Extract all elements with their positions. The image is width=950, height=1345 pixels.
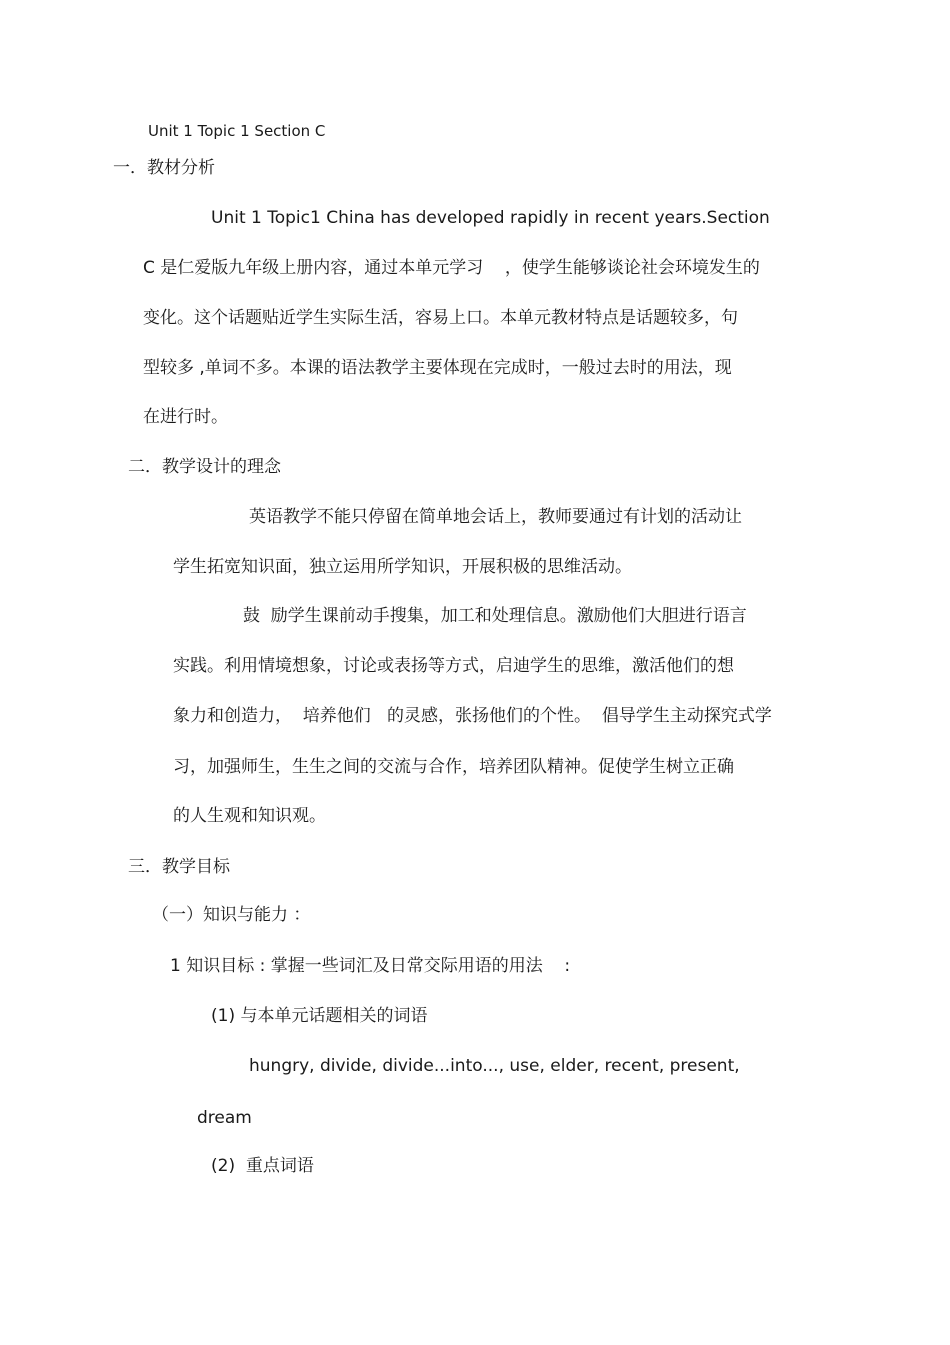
s1-line-3: 变化。这个话题贴近学生实际生活，容易上口。本单元教材特点是话题较多，句: [143, 308, 738, 328]
vocab-line-2: dream: [197, 1108, 252, 1128]
knowledge-goal-item: 1 知识目标 : 掌握一些词汇及日常交际用语的用法 :: [170, 956, 571, 976]
s2-line-1: 英语教学不能只停留在简单地会话上，教师要通过有计划的活动让: [249, 507, 742, 527]
section-heading-1: 一．教材分析: [113, 158, 215, 178]
s1-line-1: Unit 1 Topic1 China has developed rapidly in recent years.Section: [211, 208, 770, 228]
section-heading-2: 二．教学设计的理念: [128, 457, 281, 477]
document-header: Unit 1 Topic 1 Section C: [148, 122, 326, 140]
point-1: (1) 与本单元话题相关的词语: [211, 1006, 428, 1026]
s2-line-7: 的人生观和知识观。: [173, 806, 326, 826]
section-heading-3: 三．教学目标: [128, 857, 230, 877]
s1-line-4: 型较多 ,单词不多。本课的语法教学主要体现在完成时，一般过去时的用法，现: [143, 358, 732, 378]
s2-line-5: 象力和创造力， 培养他们 的灵感，张扬他们的个性。 倡导学生主动探究式学: [173, 706, 772, 726]
s2-line-6: 习，加强师生，生生之间的交流与合作，培养团队精神。促使学生树立正确: [173, 757, 734, 777]
subheading-knowledge-ability: （一）知识与能力 ：: [152, 905, 311, 925]
s2-line-4: 实践。利用情境想象，讨论或表扬等方式，启迪学生的思维，激活他们的想: [173, 656, 734, 676]
s2-line-3: 鼓 励学生课前动手搜集，加工和处理信息。激励他们大胆进行语言: [243, 606, 747, 626]
s1-line-2: C 是仁爱版九年级上册内容，通过本单元学习 ，使学生能够谈论社会环境发生的: [143, 258, 760, 278]
s1-line-5: 在进行时。: [143, 407, 228, 427]
vocab-line-1: hungry, divide, divide...into..., use, elder, recent, present,: [249, 1056, 740, 1076]
s2-line-2: 学生拓宽知识面，独立运用所学知识，开展积极的思维活动。: [173, 557, 632, 577]
point-2: (2) 重点词语: [211, 1156, 314, 1176]
